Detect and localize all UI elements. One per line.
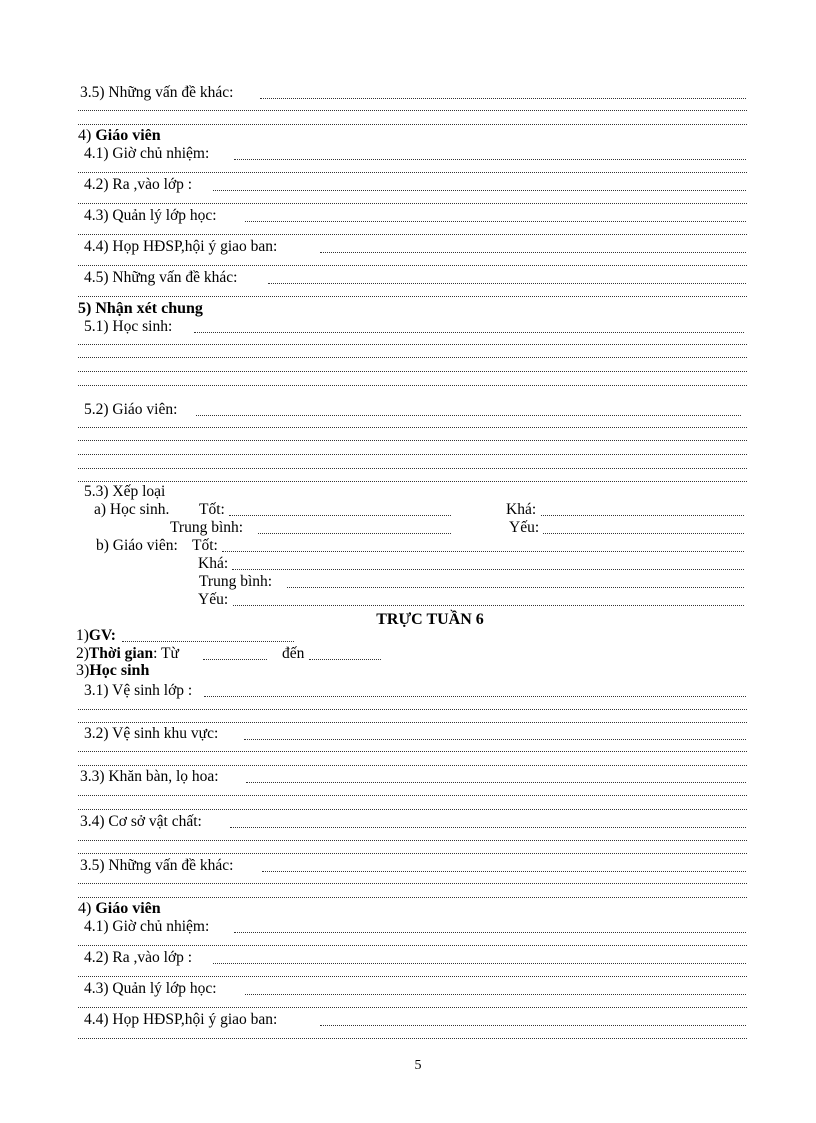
week-6-title: TRỰC TUẦN 6 bbox=[376, 611, 484, 628]
teachers-rating-weak bbox=[0, 591, 816, 609]
field-4-1 bbox=[0, 145, 816, 163]
field-5-3-heading bbox=[0, 483, 816, 501]
dotted-line bbox=[78, 883, 747, 884]
dotted-line bbox=[78, 385, 747, 386]
field-w6-3-3 bbox=[0, 768, 816, 786]
teachers-prefix: b) Giáo viên: bbox=[96, 537, 178, 554]
field-w6-3-4 bbox=[0, 813, 816, 831]
field-label: 3.2) Vệ sinh khu vực: bbox=[84, 725, 219, 742]
field-w6-4-2 bbox=[0, 949, 816, 967]
section-4-heading: 4) Giáo viên bbox=[78, 127, 161, 144]
field-label: 4.4) Họp HĐSP,hội ý giao ban: bbox=[84, 1011, 278, 1028]
teachers-rating-average bbox=[0, 573, 816, 591]
dotted-line bbox=[78, 110, 747, 111]
dotted-line bbox=[78, 234, 747, 235]
dotted-line bbox=[78, 853, 747, 854]
field-4-3 bbox=[0, 207, 816, 225]
rating-good-label: Tốt: bbox=[199, 501, 225, 518]
rating-weak-label: Yếu: bbox=[509, 519, 540, 536]
field-label: 5.1) Học sinh: bbox=[84, 318, 173, 335]
dotted-line bbox=[78, 357, 747, 358]
dotted-line bbox=[78, 976, 747, 977]
field-4-5 bbox=[0, 269, 816, 287]
dotted-line bbox=[78, 840, 747, 841]
week6-teachers-heading: 4) Giáo viên bbox=[78, 900, 161, 917]
dotted-line bbox=[78, 709, 747, 710]
dotted-line bbox=[78, 124, 747, 125]
dotted-line bbox=[78, 765, 747, 766]
field-label: 4.2) Ra ,vào lớp : bbox=[84, 949, 193, 966]
gv-field bbox=[0, 627, 816, 645]
rating-fair-label: Khá: bbox=[198, 555, 229, 572]
time-label: 2)Thời gian: Từ bbox=[76, 645, 179, 662]
teachers-rating-good bbox=[0, 537, 816, 555]
field-label: 4.5) Những vấn đề khác: bbox=[84, 269, 238, 286]
field-label: 5.3) Xếp loại bbox=[84, 483, 166, 500]
field-5-1 bbox=[0, 318, 816, 336]
dotted-line bbox=[78, 897, 747, 898]
field-label: 4.4) Họp HĐSP,hội ý giao ban: bbox=[84, 238, 278, 255]
field-w6-4-3 bbox=[0, 980, 816, 998]
dotted-line bbox=[78, 468, 747, 469]
dotted-line bbox=[78, 427, 747, 428]
field-w6-3-2 bbox=[0, 725, 816, 743]
field-label: 4.3) Quản lý lớp học: bbox=[84, 980, 217, 997]
dotted-line bbox=[78, 371, 747, 372]
teachers-rating-fair bbox=[0, 555, 816, 573]
dotted-line bbox=[78, 945, 747, 946]
time-to-label: đến bbox=[282, 645, 305, 662]
field-w6-3-1 bbox=[0, 682, 816, 700]
dotted-line bbox=[78, 344, 747, 345]
dotted-line bbox=[78, 751, 747, 752]
dotted-line bbox=[78, 454, 747, 455]
field-w6-4-1 bbox=[0, 918, 816, 936]
rating-good-label: Tốt: bbox=[192, 537, 218, 554]
gv-label: 1)GV: bbox=[76, 627, 116, 644]
dotted-line bbox=[78, 795, 747, 796]
rating-average-label: Trung bình: bbox=[170, 519, 244, 536]
field-5-2 bbox=[0, 401, 816, 419]
rating-weak-label: Yếu: bbox=[198, 591, 229, 608]
field-4-4 bbox=[0, 238, 816, 256]
field-label: 3.4) Cơ sở vật chất: bbox=[80, 813, 202, 830]
dotted-line bbox=[78, 809, 747, 810]
students-rating-row-2 bbox=[0, 519, 816, 537]
dotted-line bbox=[78, 265, 747, 266]
dotted-line bbox=[78, 481, 747, 482]
field-label: 3.3) Khăn bàn, lọ hoa: bbox=[80, 768, 219, 785]
students-prefix: a) Học sinh. bbox=[94, 501, 170, 518]
rating-fair-label: Khá: bbox=[506, 501, 537, 518]
dotted-line bbox=[78, 172, 747, 173]
time-field bbox=[0, 645, 816, 663]
field-label: 4.1) Giờ chủ nhiệm: bbox=[84, 918, 210, 935]
field-w6-4-4 bbox=[0, 1011, 816, 1029]
dotted-line bbox=[78, 296, 747, 297]
dotted-line bbox=[78, 1007, 747, 1008]
field-label: 4.1) Giờ chủ nhiệm: bbox=[84, 145, 210, 162]
section-5-heading: 5) Nhận xét chung bbox=[78, 300, 203, 317]
dotted-line bbox=[78, 203, 747, 204]
dotted-line bbox=[78, 1038, 747, 1039]
field-label: 3.5) Những vấn đề khác: bbox=[80, 857, 234, 874]
field-label: 3.1) Vệ sinh lớp : bbox=[84, 682, 193, 699]
field-label: 4.2) Ra ,vào lớp : bbox=[84, 176, 193, 193]
rating-average-label: Trung bình: bbox=[199, 573, 273, 590]
dotted-line bbox=[78, 440, 747, 441]
field-w6-3-5 bbox=[0, 857, 816, 875]
field-label: 5.2) Giáo viên: bbox=[84, 401, 178, 418]
page-number: 5 bbox=[414, 1058, 422, 1073]
students-heading: 3)Học sinh bbox=[76, 662, 150, 679]
field-label: 4.3) Quản lý lớp học: bbox=[84, 207, 217, 224]
students-rating-row-1 bbox=[0, 501, 816, 519]
field-label: 3.5) Những vấn đề khác: bbox=[80, 84, 234, 101]
field-4-2 bbox=[0, 176, 816, 194]
dotted-line bbox=[78, 722, 747, 723]
field-3-5-other-issues bbox=[0, 84, 816, 102]
